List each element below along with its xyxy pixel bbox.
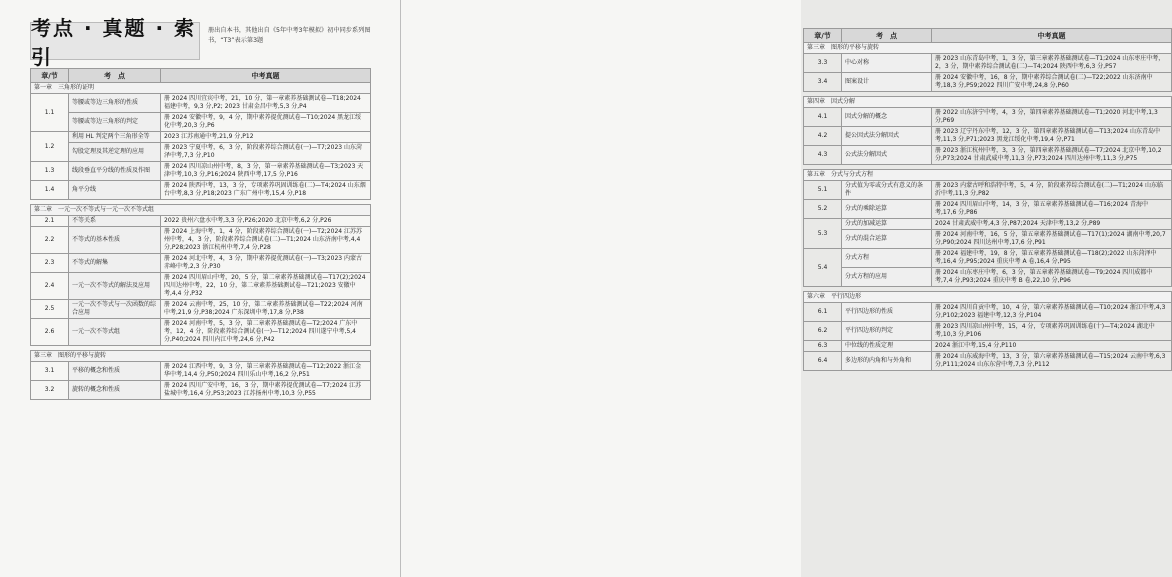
section-number: 3.4 — [804, 73, 842, 92]
section-number: 4.3 — [804, 146, 842, 165]
topic-cell: 平行四边形的性质 — [842, 303, 932, 322]
section-number: 3.3 — [804, 54, 842, 73]
section-number: 5.3 — [804, 219, 842, 249]
chapter-row — [804, 43, 1172, 54]
exam-cell: 册 2024 江西中考，9，3 分，第三章素养基础测试卷—T12;2022 浙江金华中考,14,4 分,P50;2024 四川乐山中考,16,2 分,P51 — [161, 362, 371, 381]
exam-cell: 册 2024 四川自贡中考，10，4 分，第六章素养基础测试卷—T10;2024 浙江中考,4,3 分,P102;2023 福建中考,12,3 分,P104 — [932, 303, 1172, 322]
index-note: 册出自本书，其他出自《5年中考3年模拟》初中同步系列图书，“T3”表示第3题 — [208, 27, 371, 44]
section-number: 1.1 — [31, 94, 69, 132]
section-number: 2.1 — [31, 216, 69, 227]
section-number: 1.3 — [31, 162, 69, 181]
exam-cell: 册 2023 四川凉山州中考，15，4 分，专项素养巩固训练卷(十)—T4;2024 湖北中考,10,3 分,P106 — [932, 322, 1172, 341]
chapter-title: 第三章 图形的平移与旋转 — [804, 43, 1172, 54]
topic-cell: 勾股定理及其逆定理的应用 — [69, 143, 161, 162]
topic-cell: 一元一次不等式的解法及应用 — [69, 273, 161, 300]
topic-cell: 提公因式法分解因式 — [842, 127, 932, 146]
table-header-row — [804, 29, 1172, 43]
exam-cell: 2022 贵州六盘水中考,3,3 分,P26;2020 北京中考,6,2 分,P26 — [161, 216, 371, 227]
exam-cell: 册 2024 四川凉山州中考，8，3 分，第一章素养基础测试卷—T3;2023 天津中考,10,3 分,P16;2024 陕西中考,17,5 分,P16 — [161, 162, 371, 181]
table-row — [804, 230, 1172, 249]
section-number: 2.3 — [31, 254, 69, 273]
exam-cell: 册 2023 山东青岛中考，1，3 分，第三章素养基础测试卷—T1;2024 山东枣庄中考，2，3 分，期中素养综合测试卷(二)—T4;2024 陕西中考,6,3 分,P57 — [932, 54, 1172, 73]
exam-cell: 册 2024 四川眉山中考，14，3 分，第五章素养基础测试卷—T16;2024 青海中考,17,6 分,P86 — [932, 200, 1172, 219]
table-row — [31, 254, 371, 273]
topic-cell: 等腰或等边三角形的判定 — [69, 113, 161, 132]
table-row — [31, 181, 371, 200]
section-number: 3.1 — [31, 362, 69, 381]
exam-cell: 册 2024 河北中考，4，3 分，期中素养提优测试卷(一)—T3;2023 内蒙古赤峰中考,2,3 分,P30 — [161, 254, 371, 273]
table-row — [804, 341, 1172, 352]
topic-cell: 分式的混合运算 — [842, 230, 932, 249]
topic-cell: 中位线的性质定理 — [842, 341, 932, 352]
header-section: 章/节 — [31, 69, 69, 83]
index-title: 考点 · 真题 · 索引 — [30, 22, 200, 60]
section-number: 3.2 — [31, 381, 69, 400]
table-row — [804, 54, 1172, 73]
section-number: 1.2 — [31, 132, 69, 162]
topic-cell: 中心对称 — [842, 54, 932, 73]
table-row — [31, 227, 371, 254]
topic-cell: 图案设计 — [842, 73, 932, 92]
topic-cell: 线段垂直平分线的性质及作图 — [69, 162, 161, 181]
topic-cell: 利用 HL 判定两个三角形全等 — [69, 132, 161, 143]
section-number: 4.2 — [804, 127, 842, 146]
table-row — [804, 181, 1172, 200]
section-number: 6.1 — [804, 303, 842, 322]
exam-cell: 册 2024 上海中考，1，4 分，阶段素养综合测试卷(一)—T2;2024 江苏苏州中考，4，3 分，阶段素养综合测试卷(二)—T1;2024 山东济南中考,4,4 分,P28;2023 浙江杭州中考,7,4 分,P28 — [161, 227, 371, 254]
exam-cell: 册 2024 山东枣庄中考，6，3 分，第五章素养基础测试卷—T9;2024 四川成都中考,7,4 分,P93;2024 重庆中考 B 卷,22,10 分,P96 — [932, 268, 1172, 287]
topic-cell: 不等关系 — [69, 216, 161, 227]
topic-cell: 不等式的基本性质 — [69, 227, 161, 254]
section-number: 5.4 — [804, 249, 842, 287]
chapter-title: 第三章 图形的平移与旋转 — [31, 351, 371, 362]
chapter-row — [804, 97, 1172, 108]
table-row — [31, 162, 371, 181]
topic-cell: 一元一次不等式组 — [69, 319, 161, 346]
chapter-title: 第二章 一元一次不等式与一元一次不等式组 — [31, 205, 371, 216]
table-row — [804, 200, 1172, 219]
exam-cell: 册 2024 山东威海中考，13，3 分，第六章素养基础测试卷—T15;2024 云南中考,6,3 分,P111;2024 山东东营中考,7,3 分,P112 — [932, 352, 1172, 371]
section-number: 2.5 — [31, 300, 69, 319]
exam-cell: 2024 甘肃武威中考,4,3 分,P87;2024 天津中考,13,2 分,P89 — [932, 219, 1172, 230]
topic-cell: 旋转的概念和性质 — [69, 381, 161, 400]
exam-cell: 册 2024 云南中考，25，10 分，第二章素养基础测试卷—T22;2024 河南中考,21,9 分,P38;2024 广东深圳中考,17,8 分,P38 — [161, 300, 371, 319]
topic-cell: 等腰或等边三角形的性质 — [69, 94, 161, 113]
table-row — [804, 249, 1172, 268]
chapter-row — [31, 205, 371, 216]
exam-cell: 册 2024 安徽中考，9，4 分，期中素养提优测试卷—T10;2024 黑龙江绥化中考,20,3 分,P6 — [161, 113, 371, 132]
section-number: 6.2 — [804, 322, 842, 341]
left-page — [0, 0, 400, 577]
table-row — [31, 94, 371, 113]
section-number: 5.1 — [804, 181, 842, 200]
table-row — [31, 362, 371, 381]
topic-cell: 分式的加减运算 — [842, 219, 932, 230]
exam-cell: 册 2023 内蒙古呼和浩特中考，5，4 分，阶段素养综合测试卷(二)—T1;2024 山东临沂中考,11,3 分,P82 — [932, 181, 1172, 200]
section-number: 2.6 — [31, 319, 69, 346]
section-number: 5.2 — [804, 200, 842, 219]
table-row — [31, 113, 371, 132]
exam-cell: 册 2023 宁夏中考，6，3 分，阶段素养综合测试卷(一)—T7;2023 山东菏泽中考,7,3 分,P10 — [161, 143, 371, 162]
chapter-title: 第一章 三角形的证明 — [31, 83, 371, 94]
exam-cell: 册 2024 河南中考，5，3 分，第二章素养基础测试卷—T2;2024 广东中考，12，4 分，阶段素养综合测试卷(一)—T12;2024 四川遂宁中考,5,4 分,P40;2024 四川内江中考,24,6 分,P42 — [161, 319, 371, 346]
table-row — [804, 127, 1172, 146]
exam-cell: 2023 江苏南通中考,21,9 分,P12 — [161, 132, 371, 143]
exam-cell: 册 2024 安徽中考，16，8 分，期中素养综合测试卷(二)—T22;2022 山东济南中考,18,3 分,P59;2022 四川广安中考,24,8 分,P60 — [932, 73, 1172, 92]
table-row — [31, 319, 371, 346]
table-row — [804, 303, 1172, 322]
exam-cell: 册 2024 福建中考，19，8 分，第五章素养基础测试卷—T18(2);2022 山东菏泽中考,16,4 分,P95;2024 重庆中考 A 卷,16,4 分,P95 — [932, 249, 1172, 268]
table-header-row — [31, 69, 371, 83]
chapter-row — [804, 170, 1172, 181]
exam-cell: 册 2024 四川眉山中考，20，5 分，第二章素养基础测试卷—T17(2);2024 四川达州中考，22，10 分，第二章素养基础测试卷—T21;2023 安徽中考,4,4 分,P32 — [161, 273, 371, 300]
table-row — [804, 268, 1172, 287]
topic-cell: 一元一次不等式与一次函数的综合应用 — [69, 300, 161, 319]
table-row — [804, 322, 1172, 341]
index-header — [30, 18, 400, 68]
table-row — [804, 146, 1172, 165]
header-exam: 中考真题 — [161, 69, 371, 83]
topic-cell: 分式值为零或分式有意义的条件 — [842, 181, 932, 200]
section-number: 4.1 — [804, 108, 842, 127]
topic-cell: 平行四边形的判定 — [842, 322, 932, 341]
chapter-row — [31, 83, 371, 94]
right-page — [400, 0, 1166, 577]
table-row — [31, 132, 371, 143]
topic-cell: 不等式的解集 — [69, 254, 161, 273]
table-row — [31, 143, 371, 162]
topic-cell: 分式方程的应用 — [842, 268, 932, 287]
chapter-title: 第四章 因式分解 — [804, 97, 1172, 108]
exam-cell: 册 2022 山东济宁中考，4，3 分，第四章素养基础测试卷—T1;2020 河北中考,1,3 分,P69 — [932, 108, 1172, 127]
topic-cell: 公式法分解因式 — [842, 146, 932, 165]
table-row — [31, 381, 371, 400]
exam-cell: 册 2024 河南中考，16，5 分，第五章素养基础测试卷—T17(1);2024 湖南中考,20,7 分,P90;2024 四川达州中考,17,6 分,P91 — [932, 230, 1172, 249]
topic-cell: 平移的概念和性质 — [69, 362, 161, 381]
chapter-row — [804, 292, 1172, 303]
topic-cell: 因式分解的概念 — [842, 108, 932, 127]
table-row — [804, 73, 1172, 92]
table-row — [31, 300, 371, 319]
exam-cell: 册 2023 浙江杭州中考，3，3 分，第四章素养基础测试卷—T7;2024 北京中考,10,2 分,P73;2024 甘肃武威中考,11,3 分,P73;2024 四川达州中考,11,3 分,P75 — [932, 146, 1172, 165]
header-topic: 考 点 — [69, 69, 161, 83]
exam-cell: 册 2024 四川宜宾中考，21，10 分，第一章素养基础测试卷—T18;2024 福建中考，9,3 分,P2; 2023 甘肃金昌中考,5,3 分,P4 — [161, 94, 371, 113]
exam-cell: 2024 浙江中考,15,4 分,P110 — [932, 341, 1172, 352]
header-exam: 中考真题 — [932, 29, 1172, 43]
topic-cell: 分式方程 — [842, 249, 932, 268]
topic-cell: 角平分线 — [69, 181, 161, 200]
header-topic: 考 点 — [842, 29, 932, 43]
table-row — [31, 273, 371, 300]
chapter-row — [31, 351, 371, 362]
table-row — [804, 108, 1172, 127]
table-row — [804, 352, 1172, 371]
section-number: 6.4 — [804, 352, 842, 371]
left-index-table — [30, 68, 371, 400]
section-number: 6.3 — [804, 341, 842, 352]
section-number: 1.4 — [31, 181, 69, 200]
exam-cell: 册 2023 辽宁丹东中考，12，3 分，第四章素养基础测试卷—T13;2024 山东青岛中考,11,3 分,P71;2023 黑龙江绥化中考,19,4 分,P71 — [932, 127, 1172, 146]
topic-cell: 多边形的内角和与外角和 — [842, 352, 932, 371]
table-row — [31, 216, 371, 227]
header-section: 章/节 — [804, 29, 842, 43]
exam-cell: 册 2024 陕西中考，13，3 分，专项素养巩固训练卷(二)—T4;2024 山东烟台中考,8,3 分,P18;2023 广东广州中考,15,4 分,P18 — [161, 181, 371, 200]
table-row — [804, 219, 1172, 230]
chapter-title: 第五章 分式与分式方程 — [804, 170, 1172, 181]
chapter-title: 第六章 平行四边形 — [804, 292, 1172, 303]
section-number: 2.2 — [31, 227, 69, 254]
right-index-table — [803, 28, 1172, 371]
topic-cell: 分式的乘除运算 — [842, 200, 932, 219]
section-number: 2.4 — [31, 273, 69, 300]
exam-cell: 册 2024 四川广安中考，16，3 分，期中素养提优测试卷—T7;2024 江苏盐城中考,16,4 分,P53;2023 江苏扬州中考,10,3 分,P55 — [161, 381, 371, 400]
